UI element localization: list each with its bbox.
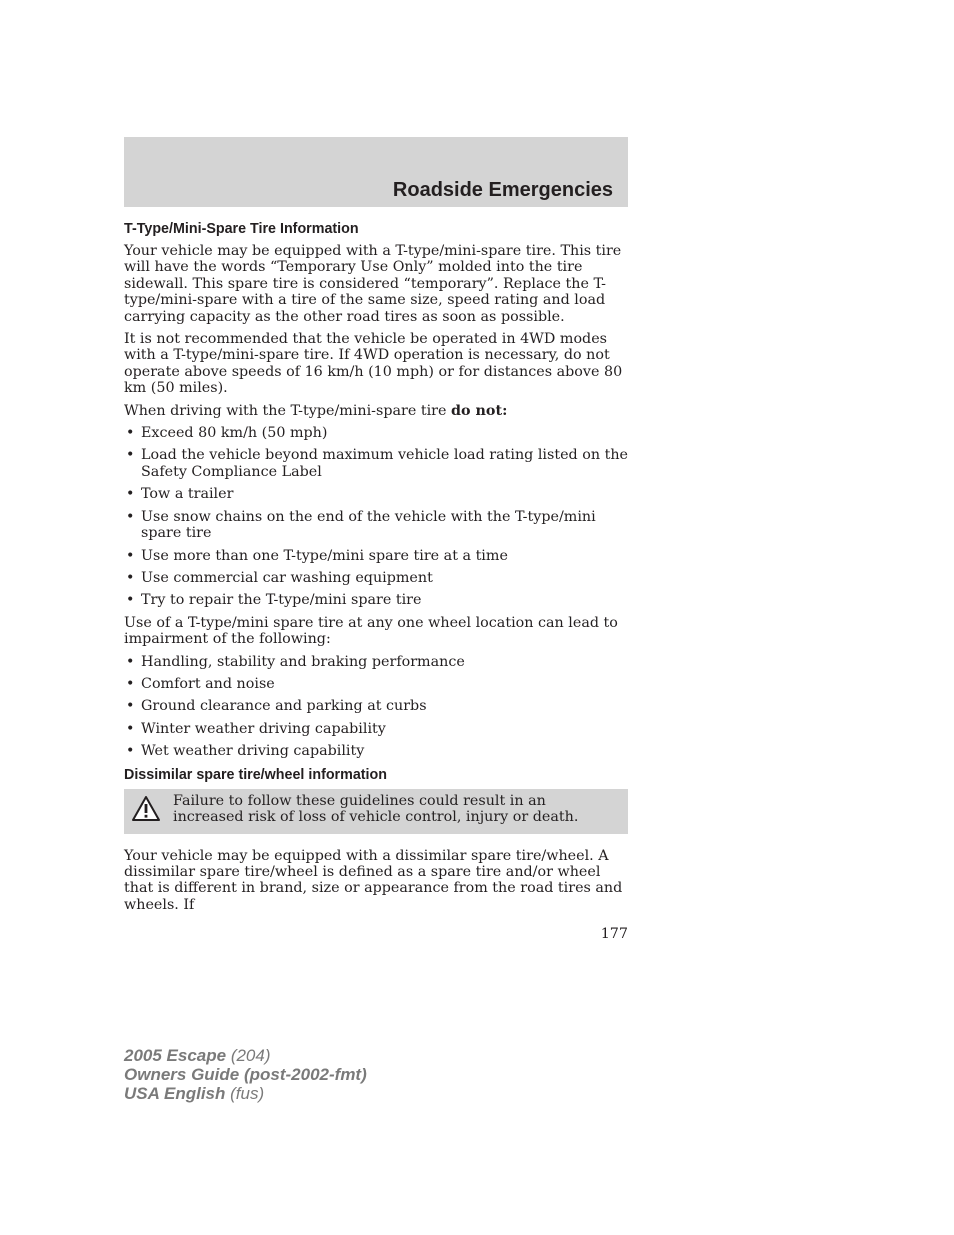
list-item: • Handling, stability and braking performance xyxy=(126,653,465,670)
section-title: Roadside Emergencies xyxy=(392,179,613,201)
section-header-band xyxy=(124,137,628,207)
list-item: • Use snow chains on the end of the vehicle with the T-type/mini spare tire xyxy=(126,508,596,542)
paragraph-4wd: It is not recommended that the vehicle be operated in 4WD modes with a T-type/mini-spare tire. If 4WD operation is necessary, do not operate above speeds of 16 km/h (10 mph) or for distances above 80 km (50 miles). xyxy=(124,331,623,397)
bullet: • xyxy=(126,698,135,715)
list-item: • Winter weather driving capability xyxy=(126,720,386,737)
heading-t-type-spare: T-Type/Mini-Spare Tire Information xyxy=(124,221,359,237)
footer-line-model: 2005 Escape (204) xyxy=(124,1046,271,1065)
list-item: • Try to repair the T-type/mini spare tire xyxy=(126,592,422,609)
list-item: • Ground clearance and parking at curbs xyxy=(126,698,427,715)
list-item: • Exceed 80 km/h (50 mph) xyxy=(126,425,328,442)
paragraph-impairment: Use of a T-type/mini spare tire at any one wheel location can lead to impairment of the following: xyxy=(124,614,618,648)
footer-line-language: USA English (fus) xyxy=(124,1084,265,1103)
list-item: • Comfort and noise xyxy=(126,675,275,692)
list-item: • Tow a trailer xyxy=(126,486,234,503)
warning-text: Failure to follow these guidelines could result in an increased risk of loss of vehicle control, injury or death. xyxy=(173,792,579,825)
bullet: • xyxy=(126,675,135,692)
footer-line-guide: Owners Guide (post-2002-fmt) xyxy=(124,1065,367,1084)
bullet: • xyxy=(126,569,135,586)
heading-dissimilar-spare: Dissimilar spare tire/wheel information xyxy=(124,766,387,783)
paragraph-do-not xyxy=(124,403,628,419)
list-item: • Load the vehicle beyond maximum vehicle load rating listed on the Safety Compliance Label xyxy=(126,447,629,480)
bullet: • xyxy=(126,447,135,464)
bullet: • xyxy=(126,508,135,525)
warning-box xyxy=(124,789,628,834)
list-item: • Use more than one T-type/mini spare tire at a time xyxy=(126,547,508,564)
page-content xyxy=(124,220,628,919)
bullet: • xyxy=(126,425,135,442)
bullet: • xyxy=(126,592,135,609)
page-number: 177 xyxy=(600,926,628,942)
bullet: • xyxy=(126,653,135,670)
paragraph-spare-intro: Your vehicle may be equipped with a T-type/mini-spare tire. This tire will have the words “Temporary Use Only” molded into the tire sidewall. This spare tire is considered “temporary”. Replace the T-type/mini-spare with a tire of the same size, speed rating and load carrying capacity as the other road tires as soon as possible. xyxy=(124,243,622,325)
bullet: • xyxy=(126,720,135,737)
footer-doc-info xyxy=(124,1046,367,1103)
do-not-list xyxy=(124,425,628,609)
warning-triangle-icon xyxy=(131,795,161,823)
bullet: • xyxy=(126,743,135,760)
paragraph-dissimilar: Your vehicle may be equipped with a dissimilar spare tire/wheel. A dissimilar spare tire/wheel is defined as a spare tire and/or wheel that is different in brand, size or appearance from the road tires and wheels. If xyxy=(124,847,623,913)
bullet: • xyxy=(126,547,135,564)
do-not-bold: do not: xyxy=(451,402,508,419)
impairment-list xyxy=(124,654,628,760)
bullet: • xyxy=(126,486,135,503)
list-item: • Use commercial car washing equipment xyxy=(126,569,433,586)
do-not-lead: When driving with the T-type/mini-spare tire xyxy=(124,402,452,419)
list-item: • Wet weather driving capability xyxy=(126,743,365,760)
